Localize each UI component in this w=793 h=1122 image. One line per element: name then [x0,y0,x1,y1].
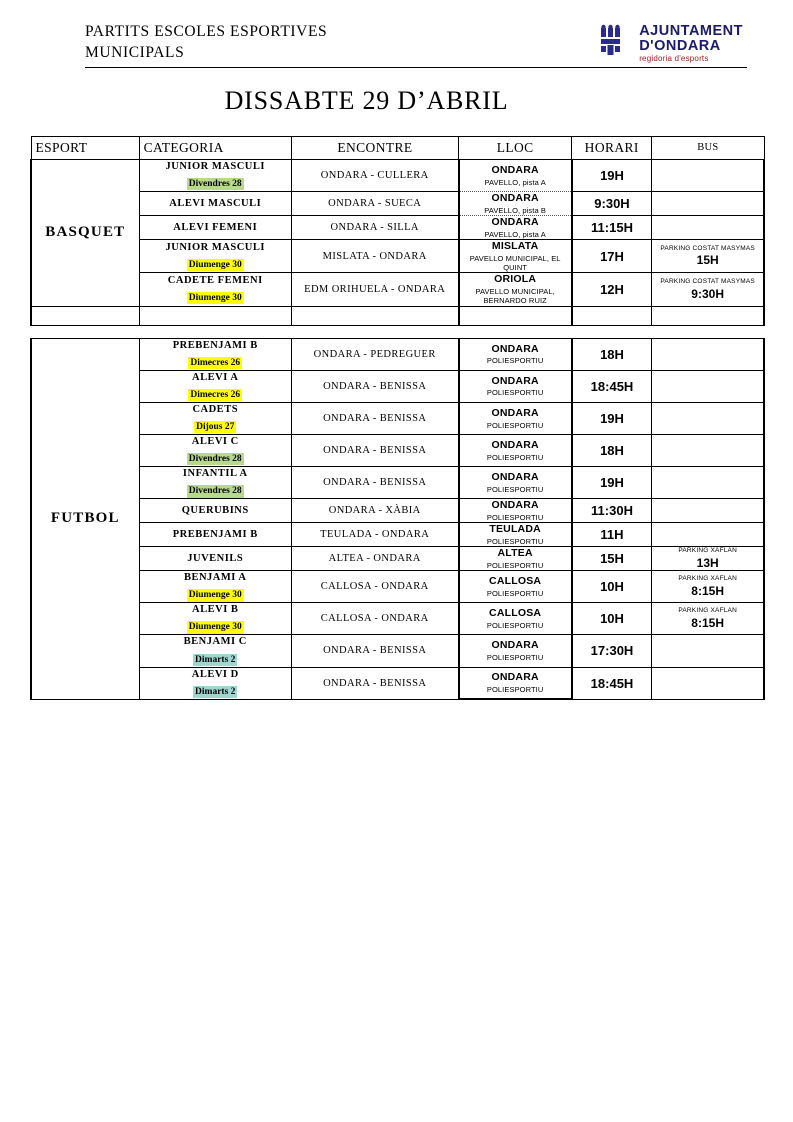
bus-cell [652,571,764,603]
table-row [31,603,764,635]
categoria-date: Diumenge 30 [188,292,242,303]
horari-cell: 11:30H [572,499,652,523]
categoria-name: JUVENILS [187,553,244,565]
table-row [31,635,764,667]
ajuntament-ondara-logo [598,22,743,63]
lloc-detail: POLIESPORTIU [486,536,544,546]
horari-cell: 10H [572,571,652,603]
table-row [31,571,764,603]
encontre-cell: ONDARA - SILLA [291,215,458,239]
lloc-cell [459,547,572,571]
categoria-name: ALEVI B [192,604,239,616]
header-title: PARTITS ESCOLES ESPORTIVES MUNICIPALS [85,23,328,61]
categoria-cell [139,635,291,667]
categoria-name: ALEVI A [192,371,239,383]
encontre-cell: EDM ORIHUELA - ONDARA [291,273,458,306]
logo-line-3: regidoria d'esports [639,54,709,63]
lloc-city: ALTEA [497,547,533,560]
bus-hour: 8:15H [691,616,724,631]
basquet-table [30,136,765,326]
categoria-cell [139,159,291,191]
lloc-city: ONDARA [491,163,539,176]
logo-line-2: D'ONDARA [639,37,721,54]
table-row [31,523,764,547]
lloc-detail: PAVELLO MUNICIPAL, EL QUINT [469,253,561,272]
encontre-cell: ONDARA - PEDREGUER [291,338,458,370]
categoria-name: JUNIOR MASCULI [165,241,265,253]
column-header-categoria: CATEGORIA [139,136,291,159]
horari-cell: 18:45H [572,370,652,402]
categoria-cell [139,434,291,466]
lloc-cell [459,499,572,523]
categoria-name: BENJAMI C [183,636,247,648]
categoria-cell [139,571,291,603]
encontre-cell: ONDARA - BENISSA [291,402,458,434]
categoria-date: Divendres 28 [188,178,242,189]
categoria-name: PREBENJAMI B [172,339,258,351]
table-row [31,159,764,191]
table-row [31,370,764,402]
lloc-cell [459,635,572,667]
horari-cell: 10H [572,603,652,635]
bus-label: PARKING COSTAT MASYMAS [660,278,755,286]
lloc-city: ONDARA [491,191,539,204]
bus-hour: 15H [696,253,719,268]
categoria-date: Dimarts 2 [195,654,236,665]
lloc-city: ORIOLA [494,273,537,286]
table-row [31,402,764,434]
lloc-cell [459,191,572,215]
bus-cell [652,273,764,306]
lloc-city: ONDARA [491,439,539,452]
horari-cell: 19H [572,402,652,434]
lloc-cell [459,571,572,603]
lloc-detail: POLIESPORTIU [486,484,544,494]
categoria-date: Divendres 28 [188,486,242,497]
lloc-cell [459,239,572,272]
bus-cell [652,499,764,523]
spacer-cell [291,306,458,325]
categoria-cell [139,467,291,499]
table-row [31,547,764,571]
encontre-cell: ONDARA - CULLERA [291,159,458,191]
lloc-city: CALLOSA [489,575,542,588]
spacer-cell [31,306,139,325]
categoria-name: CADETE FEMENI [167,274,263,286]
horari-cell: 18:45H [572,667,652,699]
categoria-cell [139,547,291,571]
lloc-city: ONDARA [491,499,539,512]
table-row [31,467,764,499]
bus-label: PARKING XAFLAN [678,575,737,583]
lloc-cell [459,215,572,239]
bus-cell [652,523,764,547]
lloc-cell [459,338,572,370]
lloc-city: CALLOSA [489,607,542,620]
table-spacer-row [31,306,764,325]
bus-cell [652,159,764,191]
categoria-cell [139,191,291,215]
categoria-cell [139,338,291,370]
column-header-horari: HORARI [572,136,652,159]
lloc-detail: PAVELLO, pista A [484,177,546,187]
horari-cell: 18H [572,338,652,370]
horari-cell: 17:30H [572,635,652,667]
encontre-cell: ONDARA - XÀBIA [291,499,458,523]
categoria-name: JUNIOR MASCULI [165,160,265,172]
lloc-city: ONDARA [491,215,539,228]
bus-cell [652,338,764,370]
lloc-cell [459,603,572,635]
horari-cell: 11H [572,523,652,547]
lloc-city: ONDARA [491,406,539,419]
lloc-detail: POLIESPORTIU [486,620,544,630]
lloc-detail: POLIESPORTIU [486,653,544,663]
spacer-cell [572,306,652,325]
categoria-name: PREBENJAMI B [172,529,258,541]
lloc-cell [459,434,572,466]
column-header-encontre: ENCONTRE [291,136,458,159]
bus-cell [652,239,764,272]
table-row [31,667,764,699]
horari-cell: 11:15H [572,215,652,239]
encontre-cell: ONDARA - BENISSA [291,467,458,499]
lloc-detail: POLIESPORTIU [486,388,544,398]
categoria-name: ALEVI MASCULI [169,197,262,209]
categoria-date: Diumenge 30 [188,590,242,601]
lloc-city: ONDARA [491,342,539,355]
encontre-cell: ONDARA - BENISSA [291,434,458,466]
categoria-cell [139,239,291,272]
lloc-detail: PAVELLO, pista A [484,229,546,239]
lloc-cell [459,402,572,434]
lloc-cell [459,159,572,191]
page-title: DISSABTE 29 D’ABRIL [224,85,509,115]
lloc-city: ONDARA [491,374,539,387]
column-header-lloc: LLOC [459,136,572,159]
encontre-cell: CALLOSA - ONDARA [291,603,458,635]
bus-cell [652,667,764,699]
bus-label: PARKING COSTAT MASYMAS [660,244,755,252]
categoria-date: Divendres 28 [188,454,242,465]
categoria-date: Dimecres 26 [190,357,241,368]
section-gap [30,326,763,338]
categoria-date: Dimecres 26 [190,389,241,400]
lloc-cell [459,667,572,699]
categoria-date: Diumenge 30 [188,622,242,633]
table-row [31,273,764,306]
horari-cell: 18H [572,434,652,466]
encontre-cell: TEULADA - ONDARA [291,523,458,547]
bus-cell [652,467,764,499]
lloc-city: TEULADA [489,523,541,536]
table-row [31,499,764,523]
lloc-city: MISLATA [491,239,539,252]
lloc-cell [459,370,572,402]
categoria-date: Dimarts 2 [195,686,236,697]
sport-label-basquet: BASQUET [31,159,139,306]
lloc-cell [459,273,572,306]
lloc-detail: POLIESPORTIU [486,356,544,366]
bus-hour: 13H [696,556,719,571]
categoria-date: Diumenge 30 [188,259,242,270]
header-divider [85,67,747,68]
categoria-cell [139,603,291,635]
lloc-detail: POLIESPORTIU [486,452,544,462]
bus-label: PARKING XAFLAN [678,547,737,555]
categoria-name: ALEVI C [191,435,239,447]
horari-cell: 19H [572,467,652,499]
bus-hour: 8:15H [691,584,724,599]
categoria-name: BENJAMI A [183,572,247,584]
horari-cell: 12H [572,273,652,306]
table-header-row [31,136,764,159]
encontre-cell: MISLATA - ONDARA [291,239,458,272]
column-header-esport: ESPORT [31,136,139,159]
sport-label-futbol: FUTBOL [31,338,139,699]
encontre-cell: ONDARA - BENISSA [291,635,458,667]
logo-line-1: AJUNTAMENT [639,23,743,39]
table-row [31,338,764,370]
table-row [31,434,764,466]
categoria-name: CADETS [192,403,239,415]
categoria-cell [139,667,291,699]
lloc-detail: POLIESPORTIU [486,420,544,430]
encontre-cell: ONDARA - BENISSA [291,667,458,699]
table-row [31,191,764,215]
lloc-cell [459,467,572,499]
logo-text [639,24,743,63]
document-header [30,22,763,64]
lloc-detail: POLIESPORTIU [486,512,544,522]
categoria-cell [139,215,291,239]
bus-hour: 9:30H [691,286,724,301]
bus-cell [652,191,764,215]
categoria-name: QUERUBINS [181,505,249,517]
categoria-name: INFANTIL A [182,468,248,480]
bus-cell [652,635,764,667]
encontre-cell: ALTEA - ONDARA [291,547,458,571]
table-row [31,215,764,239]
coat-of-arms-icon [598,24,632,58]
horari-cell: 19H [572,159,652,191]
bus-cell [652,603,764,635]
categoria-cell [139,273,291,306]
column-header-bus: BUS [652,136,764,159]
lloc-detail: POLIESPORTIU [486,684,544,694]
spacer-cell [652,306,764,325]
bus-cell [652,402,764,434]
categoria-cell [139,499,291,523]
categoria-date: Dijous 27 [196,421,235,432]
horari-cell: 17H [572,239,652,272]
categoria-cell [139,402,291,434]
table-row [31,239,764,272]
categoria-name: ALEVI D [191,668,239,680]
bus-cell [652,370,764,402]
lloc-city: ONDARA [491,639,539,652]
spacer-cell [459,306,572,325]
categoria-name: ALEVI FEMENI [173,221,258,233]
horari-cell: 15H [572,547,652,571]
bus-cell [652,434,764,466]
lloc-detail: PAVELLO, pista B [484,205,547,215]
lloc-detail: POLIESPORTIU [486,560,544,570]
futbol-table [30,338,765,701]
categoria-cell [139,370,291,402]
encontre-cell: ONDARA - BENISSA [291,370,458,402]
categoria-cell [139,523,291,547]
bus-label: PARKING XAFLAN [678,607,737,615]
lloc-detail: POLIESPORTIU [486,588,544,598]
encontre-cell: ONDARA - SUECA [291,191,458,215]
lloc-city: ONDARA [491,471,539,484]
horari-cell: 9:30H [572,191,652,215]
lloc-detail: PAVELLO MUNICIPAL, BERNARDO RUIZ [475,286,555,306]
bus-cell [652,215,764,239]
spacer-cell [139,306,291,325]
encontre-cell: CALLOSA - ONDARA [291,571,458,603]
lloc-cell [459,523,572,547]
bus-cell [652,547,764,571]
lloc-city: ONDARA [491,671,539,684]
